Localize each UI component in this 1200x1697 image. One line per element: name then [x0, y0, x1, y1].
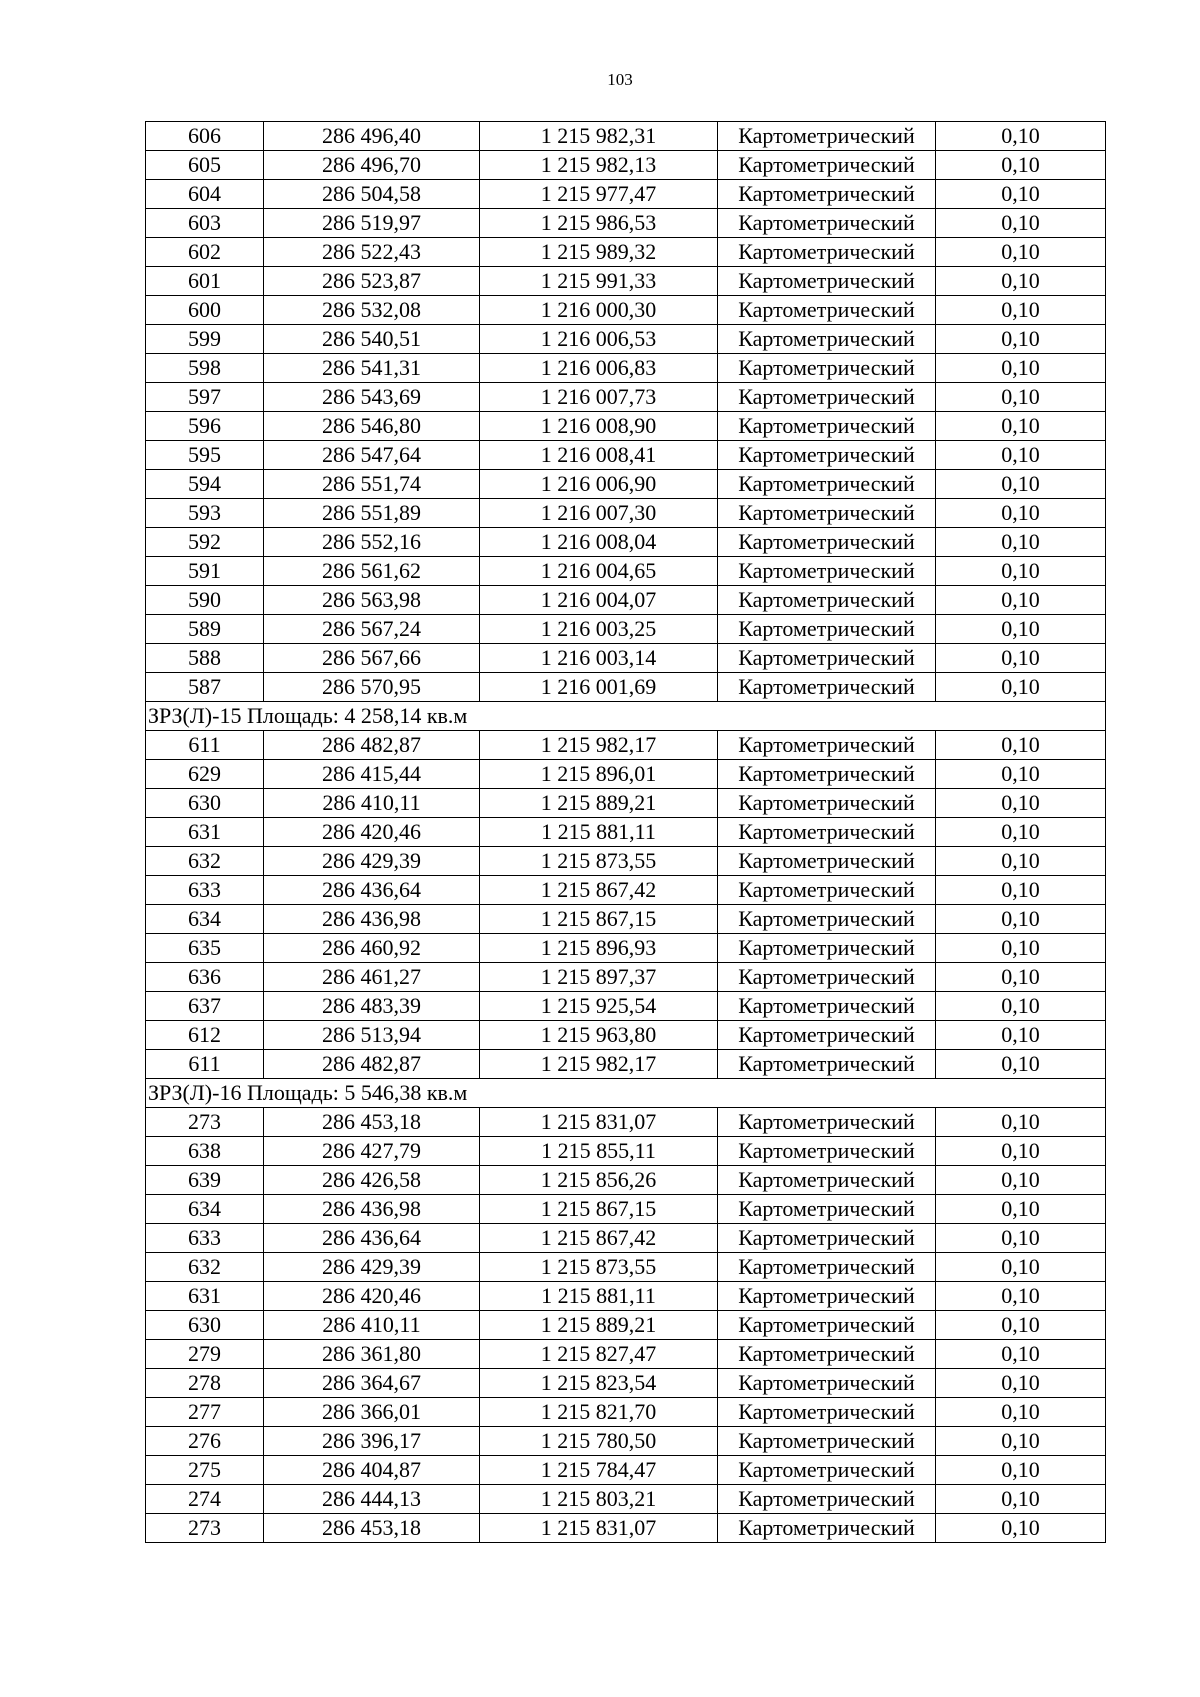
precision-cell: 0,10: [936, 383, 1106, 412]
method-cell: Картометрический: [718, 1485, 936, 1514]
method-cell: Картометрический: [718, 789, 936, 818]
method-cell: Картометрический: [718, 238, 936, 267]
method-cell: Картометрический: [718, 1514, 936, 1543]
table-row: [146, 992, 1106, 1021]
point-number-cell: 632: [146, 1253, 264, 1282]
point-number-cell: 634: [146, 1195, 264, 1224]
table-row: [146, 1514, 1106, 1543]
x-coordinate-cell: 286 364,67: [264, 1369, 480, 1398]
x-coordinate-cell: 286 570,95: [264, 673, 480, 702]
x-coordinate-cell: 286 552,16: [264, 528, 480, 557]
precision-cell: 0,10: [936, 412, 1106, 441]
precision-cell: 0,10: [936, 644, 1106, 673]
y-coordinate-cell: 1 215 881,11: [480, 1282, 718, 1311]
point-number-cell: 591: [146, 557, 264, 586]
method-cell: Картометрический: [718, 1282, 936, 1311]
table-row: [146, 1137, 1106, 1166]
precision-cell: 0,10: [936, 1485, 1106, 1514]
y-coordinate-cell: 1 215 896,01: [480, 760, 718, 789]
table-row: [146, 383, 1106, 412]
table-row: [146, 151, 1106, 180]
method-cell: Картометрический: [718, 383, 936, 412]
table-row: [146, 1369, 1106, 1398]
table-row: [146, 296, 1106, 325]
y-coordinate-cell: 1 216 003,14: [480, 644, 718, 673]
x-coordinate-cell: 286 561,62: [264, 557, 480, 586]
precision-cell: 0,10: [936, 963, 1106, 992]
method-cell: Картометрический: [718, 267, 936, 296]
x-coordinate-cell: 286 361,80: [264, 1340, 480, 1369]
table-row: [146, 1195, 1106, 1224]
table-row: [146, 209, 1106, 238]
y-coordinate-cell: 1 215 821,70: [480, 1398, 718, 1427]
y-coordinate-cell: 1 215 867,15: [480, 1195, 718, 1224]
x-coordinate-cell: 286 410,11: [264, 1311, 480, 1340]
table-row: [146, 934, 1106, 963]
point-number-cell: 273: [146, 1108, 264, 1137]
y-coordinate-cell: 1 215 896,93: [480, 934, 718, 963]
method-cell: Картометрический: [718, 644, 936, 673]
method-cell: Картометрический: [718, 151, 936, 180]
point-number-cell: 276: [146, 1427, 264, 1456]
section-header-row: [146, 702, 1106, 731]
method-cell: Картометрический: [718, 1137, 936, 1166]
method-cell: Картометрический: [718, 1108, 936, 1137]
point-number-cell: 273: [146, 1514, 264, 1543]
y-coordinate-cell: 1 215 867,42: [480, 1224, 718, 1253]
x-coordinate-cell: 286 483,39: [264, 992, 480, 1021]
precision-cell: 0,10: [936, 557, 1106, 586]
table-row: [146, 267, 1106, 296]
point-number-cell: 633: [146, 1224, 264, 1253]
table-row: [146, 470, 1106, 499]
precision-cell: 0,10: [936, 354, 1106, 383]
point-number-cell: 631: [146, 818, 264, 847]
precision-cell: 0,10: [936, 905, 1106, 934]
y-coordinate-cell: 1 216 007,73: [480, 383, 718, 412]
method-cell: Картометрический: [718, 122, 936, 151]
point-number-cell: 587: [146, 673, 264, 702]
table-row: [146, 1253, 1106, 1282]
point-number-cell: 598: [146, 354, 264, 383]
y-coordinate-cell: 1 216 004,65: [480, 557, 718, 586]
y-coordinate-cell: 1 215 867,42: [480, 876, 718, 905]
x-coordinate-cell: 286 547,64: [264, 441, 480, 470]
point-number-cell: 601: [146, 267, 264, 296]
y-coordinate-cell: 1 215 982,13: [480, 151, 718, 180]
x-coordinate-cell: 286 410,11: [264, 789, 480, 818]
point-number-cell: 600: [146, 296, 264, 325]
table-row: [146, 122, 1106, 151]
precision-cell: 0,10: [936, 180, 1106, 209]
point-number-cell: 637: [146, 992, 264, 1021]
y-coordinate-cell: 1 215 889,21: [480, 1311, 718, 1340]
precision-cell: 0,10: [936, 238, 1106, 267]
point-number-cell: 633: [146, 876, 264, 905]
x-coordinate-cell: 286 420,46: [264, 818, 480, 847]
y-coordinate-cell: 1 215 881,11: [480, 818, 718, 847]
table-row: [146, 644, 1106, 673]
method-cell: Картометрический: [718, 673, 936, 702]
coordinates-table-body: [146, 122, 1106, 1543]
x-coordinate-cell: 286 461,27: [264, 963, 480, 992]
y-coordinate-cell: 1 215 897,37: [480, 963, 718, 992]
table-row: [146, 557, 1106, 586]
table-row: [146, 1398, 1106, 1427]
precision-cell: 0,10: [936, 1398, 1106, 1427]
point-number-cell: 638: [146, 1137, 264, 1166]
method-cell: Картометрический: [718, 1224, 936, 1253]
point-number-cell: 588: [146, 644, 264, 673]
x-coordinate-cell: 286 426,58: [264, 1166, 480, 1195]
table-row: [146, 789, 1106, 818]
y-coordinate-cell: 1 215 963,80: [480, 1021, 718, 1050]
method-cell: Картометрический: [718, 499, 936, 528]
x-coordinate-cell: 286 436,98: [264, 905, 480, 934]
table-row: [146, 847, 1106, 876]
point-number-cell: 632: [146, 847, 264, 876]
x-coordinate-cell: 286 532,08: [264, 296, 480, 325]
table-row: [146, 325, 1106, 354]
table-row: [146, 441, 1106, 470]
precision-cell: 0,10: [936, 296, 1106, 325]
y-coordinate-cell: 1 216 008,90: [480, 412, 718, 441]
y-coordinate-cell: 1 215 991,33: [480, 267, 718, 296]
y-coordinate-cell: 1 215 982,31: [480, 122, 718, 151]
precision-cell: 0,10: [936, 528, 1106, 557]
table-row: [146, 818, 1106, 847]
point-number-cell: 594: [146, 470, 264, 499]
y-coordinate-cell: 1 215 889,21: [480, 789, 718, 818]
precision-cell: 0,10: [936, 818, 1106, 847]
precision-cell: 0,10: [936, 1050, 1106, 1079]
table-row: [146, 1340, 1106, 1369]
table-row: [146, 354, 1106, 383]
precision-cell: 0,10: [936, 1456, 1106, 1485]
point-number-cell: 635: [146, 934, 264, 963]
precision-cell: 0,10: [936, 760, 1106, 789]
table-row: [146, 238, 1106, 267]
method-cell: Картометрический: [718, 586, 936, 615]
precision-cell: 0,10: [936, 1369, 1106, 1398]
method-cell: Картометрический: [718, 1021, 936, 1050]
point-number-cell: 592: [146, 528, 264, 557]
method-cell: Картометрический: [718, 731, 936, 760]
precision-cell: 0,10: [936, 1166, 1106, 1195]
x-coordinate-cell: 286 567,24: [264, 615, 480, 644]
point-number-cell: 606: [146, 122, 264, 151]
method-cell: Картометрический: [718, 470, 936, 499]
table-row: [146, 180, 1106, 209]
y-coordinate-cell: 1 216 003,25: [480, 615, 718, 644]
point-number-cell: 631: [146, 1282, 264, 1311]
method-cell: Картометрический: [718, 1050, 936, 1079]
point-number-cell: 604: [146, 180, 264, 209]
method-cell: Картометрический: [718, 1398, 936, 1427]
y-coordinate-cell: 1 215 856,26: [480, 1166, 718, 1195]
y-coordinate-cell: 1 215 867,15: [480, 905, 718, 934]
x-coordinate-cell: 286 396,17: [264, 1427, 480, 1456]
precision-cell: 0,10: [936, 1427, 1106, 1456]
y-coordinate-cell: 1 215 982,17: [480, 731, 718, 760]
x-coordinate-cell: 286 513,94: [264, 1021, 480, 1050]
x-coordinate-cell: 286 546,80: [264, 412, 480, 441]
y-coordinate-cell: 1 215 780,50: [480, 1427, 718, 1456]
point-number-cell: 629: [146, 760, 264, 789]
precision-cell: 0,10: [936, 1340, 1106, 1369]
method-cell: Картометрический: [718, 876, 936, 905]
x-coordinate-cell: 286 504,58: [264, 180, 480, 209]
section-header-row: [146, 1079, 1106, 1108]
table-row: [146, 1311, 1106, 1340]
method-cell: Картометрический: [718, 905, 936, 934]
method-cell: Картометрический: [718, 296, 936, 325]
point-number-cell: 595: [146, 441, 264, 470]
precision-cell: 0,10: [936, 325, 1106, 354]
point-number-cell: 593: [146, 499, 264, 528]
y-coordinate-cell: 1 215 873,55: [480, 1253, 718, 1282]
method-cell: Картометрический: [718, 1369, 936, 1398]
x-coordinate-cell: 286 415,44: [264, 760, 480, 789]
precision-cell: 0,10: [936, 1311, 1106, 1340]
point-number-cell: 596: [146, 412, 264, 441]
x-coordinate-cell: 286 522,43: [264, 238, 480, 267]
table-row: [146, 1485, 1106, 1514]
y-coordinate-cell: 1 215 784,47: [480, 1456, 718, 1485]
y-coordinate-cell: 1 215 977,47: [480, 180, 718, 209]
point-number-cell: 639: [146, 1166, 264, 1195]
precision-cell: 0,10: [936, 267, 1106, 296]
section-title: ЗРЗ(Л)-16 Площадь: 5 546,38 кв.м: [146, 1079, 1106, 1108]
x-coordinate-cell: 286 496,40: [264, 122, 480, 151]
y-coordinate-cell: 1 215 823,54: [480, 1369, 718, 1398]
point-number-cell: 630: [146, 1311, 264, 1340]
y-coordinate-cell: 1 216 008,41: [480, 441, 718, 470]
table-row: [146, 615, 1106, 644]
table-row: [146, 412, 1106, 441]
precision-cell: 0,10: [936, 151, 1106, 180]
table-row: [146, 1456, 1106, 1485]
y-coordinate-cell: 1 216 001,69: [480, 673, 718, 702]
x-coordinate-cell: 286 551,74: [264, 470, 480, 499]
x-coordinate-cell: 286 540,51: [264, 325, 480, 354]
precision-cell: 0,10: [936, 441, 1106, 470]
table-row: [146, 1050, 1106, 1079]
y-coordinate-cell: 1 216 004,07: [480, 586, 718, 615]
precision-cell: 0,10: [936, 673, 1106, 702]
precision-cell: 0,10: [936, 789, 1106, 818]
precision-cell: 0,10: [936, 992, 1106, 1021]
method-cell: Картометрический: [718, 441, 936, 470]
point-number-cell: 278: [146, 1369, 264, 1398]
x-coordinate-cell: 286 420,46: [264, 1282, 480, 1311]
coordinates-table: [145, 121, 1106, 1543]
table-row: [146, 1166, 1106, 1195]
section-title: ЗРЗ(Л)-15 Площадь: 4 258,14 кв.м: [146, 702, 1106, 731]
precision-cell: 0,10: [936, 847, 1106, 876]
y-coordinate-cell: 1 215 855,11: [480, 1137, 718, 1166]
precision-cell: 0,10: [936, 731, 1106, 760]
precision-cell: 0,10: [936, 1021, 1106, 1050]
y-coordinate-cell: 1 216 007,30: [480, 499, 718, 528]
method-cell: Картометрический: [718, 1340, 936, 1369]
method-cell: Картометрический: [718, 1456, 936, 1485]
x-coordinate-cell: 286 563,98: [264, 586, 480, 615]
method-cell: Картометрический: [718, 760, 936, 789]
precision-cell: 0,10: [936, 499, 1106, 528]
y-coordinate-cell: 1 215 989,32: [480, 238, 718, 267]
y-coordinate-cell: 1 215 803,21: [480, 1485, 718, 1514]
x-coordinate-cell: 286 496,70: [264, 151, 480, 180]
x-coordinate-cell: 286 543,69: [264, 383, 480, 412]
method-cell: Картометрический: [718, 180, 936, 209]
method-cell: Картометрический: [718, 992, 936, 1021]
point-number-cell: 636: [146, 963, 264, 992]
method-cell: Картометрический: [718, 325, 936, 354]
x-coordinate-cell: 286 436,64: [264, 876, 480, 905]
method-cell: Картометрический: [718, 412, 936, 441]
x-coordinate-cell: 286 460,92: [264, 934, 480, 963]
precision-cell: 0,10: [936, 1224, 1106, 1253]
x-coordinate-cell: 286 444,13: [264, 1485, 480, 1514]
y-coordinate-cell: 1 215 827,47: [480, 1340, 718, 1369]
point-number-cell: 275: [146, 1456, 264, 1485]
precision-cell: 0,10: [936, 1282, 1106, 1311]
x-coordinate-cell: 286 436,64: [264, 1224, 480, 1253]
x-coordinate-cell: 286 551,89: [264, 499, 480, 528]
method-cell: Картометрический: [718, 934, 936, 963]
point-number-cell: 630: [146, 789, 264, 818]
table-row: [146, 499, 1106, 528]
x-coordinate-cell: 286 519,97: [264, 209, 480, 238]
precision-cell: 0,10: [936, 1253, 1106, 1282]
x-coordinate-cell: 286 366,01: [264, 1398, 480, 1427]
precision-cell: 0,10: [936, 934, 1106, 963]
table-row: [146, 963, 1106, 992]
x-coordinate-cell: 286 567,66: [264, 644, 480, 673]
table-row: [146, 1021, 1106, 1050]
point-number-cell: 612: [146, 1021, 264, 1050]
precision-cell: 0,10: [936, 586, 1106, 615]
point-number-cell: 603: [146, 209, 264, 238]
x-coordinate-cell: 286 404,87: [264, 1456, 480, 1485]
point-number-cell: 279: [146, 1340, 264, 1369]
y-coordinate-cell: 1 216 000,30: [480, 296, 718, 325]
method-cell: Картометрический: [718, 1311, 936, 1340]
y-coordinate-cell: 1 215 982,17: [480, 1050, 718, 1079]
x-coordinate-cell: 286 523,87: [264, 267, 480, 296]
method-cell: Картометрический: [718, 1166, 936, 1195]
point-number-cell: 634: [146, 905, 264, 934]
method-cell: Картометрический: [718, 963, 936, 992]
table-row: [146, 1282, 1106, 1311]
point-number-cell: 602: [146, 238, 264, 267]
method-cell: Картометрический: [718, 557, 936, 586]
method-cell: Картометрический: [718, 528, 936, 557]
method-cell: Картометрический: [718, 354, 936, 383]
x-coordinate-cell: 286 482,87: [264, 731, 480, 760]
x-coordinate-cell: 286 429,39: [264, 1253, 480, 1282]
y-coordinate-cell: 1 215 986,53: [480, 209, 718, 238]
y-coordinate-cell: 1 216 006,83: [480, 354, 718, 383]
point-number-cell: 611: [146, 731, 264, 760]
precision-cell: 0,10: [936, 209, 1106, 238]
y-coordinate-cell: 1 216 008,04: [480, 528, 718, 557]
precision-cell: 0,10: [936, 1137, 1106, 1166]
point-number-cell: 599: [146, 325, 264, 354]
y-coordinate-cell: 1 215 925,54: [480, 992, 718, 1021]
table-row: [146, 760, 1106, 789]
point-number-cell: 597: [146, 383, 264, 412]
point-number-cell: 277: [146, 1398, 264, 1427]
x-coordinate-cell: 286 453,18: [264, 1514, 480, 1543]
precision-cell: 0,10: [936, 470, 1106, 499]
page-number: 103: [607, 70, 633, 89]
table-row: [146, 586, 1106, 615]
method-cell: Картометрический: [718, 615, 936, 644]
precision-cell: 0,10: [936, 122, 1106, 151]
point-number-cell: 605: [146, 151, 264, 180]
y-coordinate-cell: 1 216 006,90: [480, 470, 718, 499]
y-coordinate-cell: 1 215 831,07: [480, 1108, 718, 1137]
x-coordinate-cell: 286 541,31: [264, 354, 480, 383]
x-coordinate-cell: 286 453,18: [264, 1108, 480, 1137]
x-coordinate-cell: 286 427,79: [264, 1137, 480, 1166]
precision-cell: 0,10: [936, 876, 1106, 905]
method-cell: Картометрический: [718, 1427, 936, 1456]
precision-cell: 0,10: [936, 1108, 1106, 1137]
method-cell: Картометрический: [718, 818, 936, 847]
x-coordinate-cell: 286 482,87: [264, 1050, 480, 1079]
precision-cell: 0,10: [936, 615, 1106, 644]
point-number-cell: 611: [146, 1050, 264, 1079]
method-cell: Картометрический: [718, 209, 936, 238]
point-number-cell: 590: [146, 586, 264, 615]
method-cell: Картометрический: [718, 847, 936, 876]
table-row: [146, 528, 1106, 557]
table-row: [146, 673, 1106, 702]
table-row: [146, 905, 1106, 934]
y-coordinate-cell: 1 215 831,07: [480, 1514, 718, 1543]
point-number-cell: 274: [146, 1485, 264, 1514]
x-coordinate-cell: 286 436,98: [264, 1195, 480, 1224]
precision-cell: 0,10: [936, 1195, 1106, 1224]
method-cell: Картометрический: [718, 1195, 936, 1224]
table-row: [146, 1108, 1106, 1137]
table-row: [146, 1224, 1106, 1253]
table-row: [146, 876, 1106, 905]
precision-cell: 0,10: [936, 1514, 1106, 1543]
method-cell: Картометрический: [718, 1253, 936, 1282]
y-coordinate-cell: 1 216 006,53: [480, 325, 718, 354]
table-row: [146, 731, 1106, 760]
point-number-cell: 589: [146, 615, 264, 644]
y-coordinate-cell: 1 215 873,55: [480, 847, 718, 876]
x-coordinate-cell: 286 429,39: [264, 847, 480, 876]
table-row: [146, 1427, 1106, 1456]
